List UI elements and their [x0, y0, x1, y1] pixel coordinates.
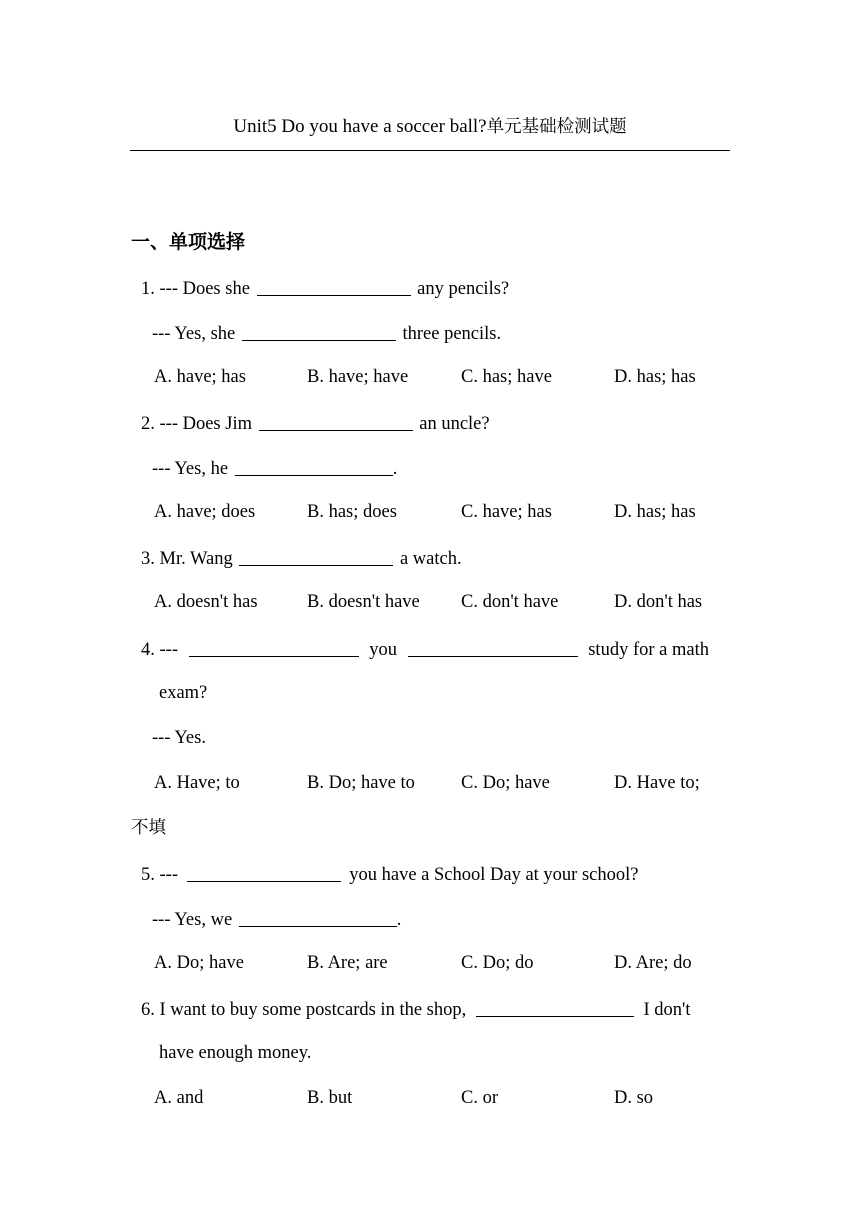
option-a: A. Have; to [154, 773, 240, 793]
question-5-line-2 [152, 906, 401, 932]
option-a: A. doesn't has [154, 592, 258, 612]
question-3-line-1 [141, 545, 462, 571]
option-a: A. and [154, 1088, 204, 1108]
option-d: D. Have to; [614, 773, 700, 793]
option-c: C. Do; do [461, 953, 534, 973]
answer-blank [257, 277, 411, 296]
document-title [130, 114, 730, 140]
question-text: --- Yes, he [152, 459, 229, 479]
question-text: 2. --- Does Jim [141, 414, 252, 434]
option-b: B. have; have [307, 367, 409, 387]
option-c: C. has; have [461, 367, 552, 387]
question-text: 6. I want to buy some postcards in the shop, [141, 1000, 467, 1020]
question-4-line-3: --- Yes. [152, 728, 206, 748]
question-text: 4. --- [141, 640, 178, 660]
option-b: B. doesn't have [307, 592, 420, 612]
answer-blank [476, 998, 634, 1017]
question-text: --- Yes, we [152, 910, 233, 930]
option-d: D. don't has [614, 592, 703, 612]
question-text: I don't [643, 1000, 691, 1020]
question-text: --- Yes, she [152, 324, 236, 344]
question-4-line-2: exam? [159, 683, 208, 703]
question-text: three pencils. [402, 324, 502, 344]
question-2-line-1 [141, 410, 490, 436]
question-6-line-1 [141, 996, 691, 1022]
answer-blank [189, 638, 359, 657]
question-1-line-1 [141, 275, 509, 301]
answer-blank [408, 638, 578, 657]
header-divider [130, 150, 730, 151]
question-text: 5. --- [141, 865, 178, 885]
question-5-line-1 [141, 861, 638, 887]
question-text: an uncle? [419, 414, 490, 434]
option-a: A. have; has [154, 367, 246, 387]
option-b: B. has; does [307, 502, 397, 522]
question-text: a watch. [399, 549, 462, 569]
answer-blank [259, 412, 413, 431]
option-a: A. Do; have [154, 953, 244, 973]
question-text: study for a math [588, 640, 709, 660]
answer-blank [239, 547, 393, 566]
option-b: B. Do; have to [307, 773, 415, 793]
question-4-line-1 [141, 636, 709, 662]
option-a: A. have; does [154, 502, 256, 522]
option-c: C. don't have [461, 592, 559, 612]
option-d-continued: 不填 [131, 818, 166, 838]
question-text: any pencils? [417, 279, 510, 299]
option-b: B. Are; are [307, 953, 388, 973]
answer-blank [239, 908, 397, 927]
question-text: 1. --- Does she [141, 279, 250, 299]
question-6-line-2: have enough money. [159, 1043, 312, 1063]
question-text: 3. Mr. Wang [141, 549, 233, 569]
question-text: . [396, 910, 402, 930]
option-c: C. have; has [461, 502, 552, 522]
question-1-line-2 [152, 320, 501, 346]
option-d: D. so [614, 1088, 654, 1108]
option-c: C. Do; have [461, 773, 550, 793]
question-2-line-2 [152, 455, 397, 481]
answer-blank [242, 322, 396, 341]
option-d: D. has; has [614, 502, 696, 522]
option-d: D. Are; do [614, 953, 692, 973]
question-text: you [369, 640, 397, 660]
question-text: you have a School Day at your school? [349, 865, 639, 885]
option-d: D. has; has [614, 367, 696, 387]
option-b: B. but [307, 1088, 353, 1108]
section-title: 一、单项选择 [131, 231, 246, 253]
question-text: . [392, 459, 398, 479]
option-c: C. or [461, 1088, 498, 1108]
answer-blank [235, 457, 393, 476]
title-english: Unit5 Do you have a soccer ball? [233, 116, 487, 137]
title-chinese: 单元基础检测试题 [486, 117, 627, 137]
answer-blank [187, 863, 341, 882]
